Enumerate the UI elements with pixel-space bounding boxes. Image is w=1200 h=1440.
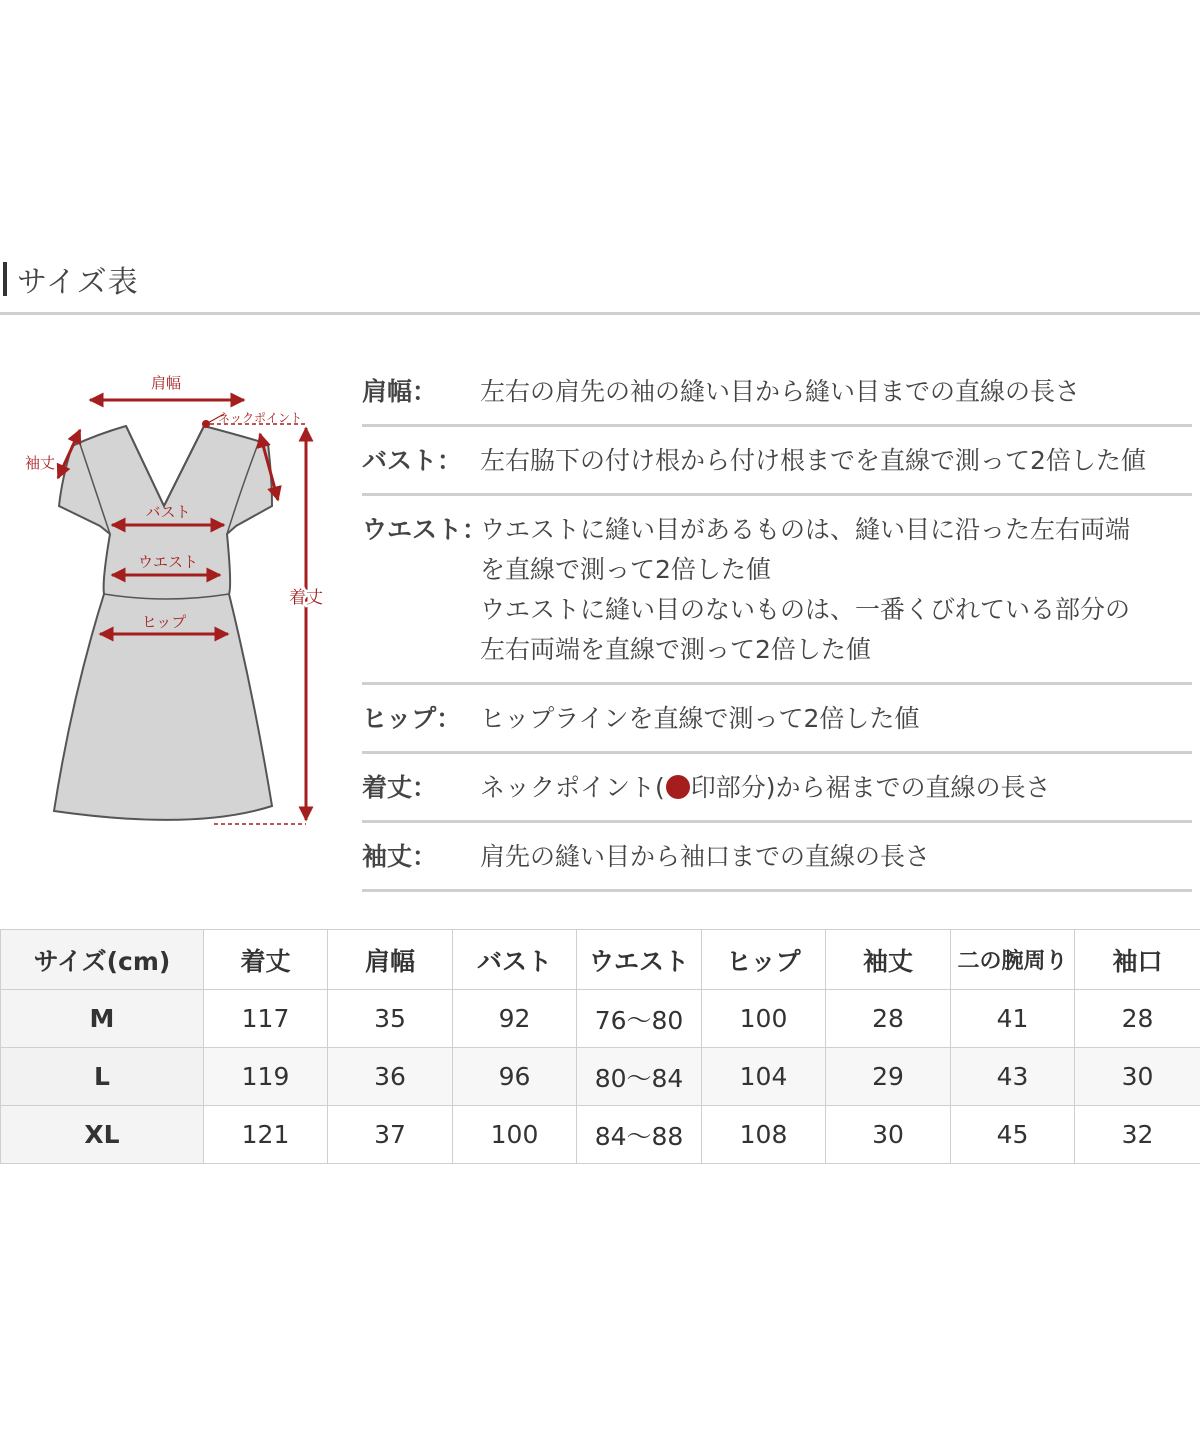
definition-term: 肩幅： [362, 377, 438, 406]
size-label: M [1, 990, 204, 1048]
column-header: 袖丈 [826, 930, 951, 990]
table-cell: 29 [826, 1048, 951, 1106]
definition-text [480, 441, 1192, 481]
definition-sleeve [362, 823, 1192, 892]
table-cell: 80～84 [577, 1048, 702, 1106]
table-row [1, 990, 1200, 1048]
definition-text [480, 699, 1192, 739]
neck-point-label: ネックポイント [217, 411, 303, 425]
definition-waist [362, 496, 1192, 685]
size-label: L [1, 1048, 204, 1106]
table-cell: 76～80 [577, 990, 702, 1048]
table-cell: 37 [328, 1106, 453, 1164]
table-header-row [1, 930, 1200, 990]
definition-text [480, 768, 1192, 808]
column-header: ヒップ [702, 930, 826, 990]
definition-line: 左右両端を直線で測って2倍した値 [480, 635, 871, 664]
waist-label: ウエスト [137, 553, 199, 571]
table-cell: 117 [204, 990, 328, 1048]
definition-line-part: ネックポイント( [480, 773, 665, 802]
dress-diagram [14, 366, 344, 836]
definition-line: 肩先の縫い目から袖口までの直線の長さ [480, 842, 931, 871]
table-cell: 28 [1075, 990, 1200, 1048]
title-accent-bar [3, 262, 7, 296]
table-cell: 104 [702, 1048, 826, 1106]
definition-term: ウエスト： [362, 515, 488, 544]
table-cell: 32 [1075, 1106, 1200, 1164]
definition-line: ヒップラインを直線で測って2倍した値 [480, 704, 920, 733]
definition-term: バスト： [362, 446, 463, 475]
measurement-definitions [362, 360, 1192, 892]
red-dot-icon [666, 775, 690, 799]
definition-length [362, 754, 1192, 823]
size-label: XL [1, 1106, 204, 1164]
sleeve-label: 袖丈 [24, 454, 56, 472]
column-header: 袖口 [1075, 930, 1200, 990]
table-cell: 92 [453, 990, 577, 1048]
page-title: サイズ表 [17, 265, 139, 300]
definition-line: 左右脇下の付け根から付け根までを直線で測って2倍した値 [480, 446, 1146, 475]
definition-term: ヒップ： [362, 704, 462, 733]
table-cell: 119 [204, 1048, 328, 1106]
definition-shoulder [362, 360, 1192, 427]
shoulder-label: 肩幅 [150, 374, 182, 392]
table-cell: 84～88 [577, 1106, 702, 1164]
size-table [0, 929, 1200, 1164]
definition-term: 着丈： [362, 773, 438, 802]
table-cell: 30 [826, 1106, 951, 1164]
column-header: 二の腕周り [951, 930, 1075, 990]
column-header: サイズ(cm) [1, 930, 204, 990]
definition-text [480, 372, 1192, 412]
table-cell: 45 [951, 1106, 1075, 1164]
definition-hip [362, 685, 1192, 754]
definition-line-part: 印部分)から裾までの直線の長さ [690, 773, 1051, 802]
table-cell: 43 [951, 1048, 1075, 1106]
definition-text [480, 510, 1192, 670]
table-cell: 108 [702, 1106, 826, 1164]
table-cell: 35 [328, 990, 453, 1048]
table-cell: 28 [826, 990, 951, 1048]
table-cell: 30 [1075, 1048, 1200, 1106]
table-cell: 100 [702, 990, 826, 1048]
definition-line: ウエストに縫い目があるものは、縫い目に沿った左右両端 [480, 515, 1131, 544]
definition-term: 袖丈： [362, 842, 438, 871]
section-header [0, 258, 139, 300]
table-cell: 36 [328, 1048, 453, 1106]
table-cell: 41 [951, 990, 1075, 1048]
column-header: ウエスト [577, 930, 702, 990]
table-cell: 100 [453, 1106, 577, 1164]
definition-text [480, 837, 1192, 877]
definition-bust [362, 427, 1192, 496]
column-header: バスト [453, 930, 577, 990]
table-row [1, 1048, 1200, 1106]
column-header: 着丈 [204, 930, 328, 990]
length-label: 着丈 [289, 588, 323, 608]
bust-label: バスト [145, 503, 191, 521]
table-row [1, 1106, 1200, 1164]
hip-label: ヒップ [141, 613, 187, 631]
column-header: 肩幅 [328, 930, 453, 990]
title-divider [0, 312, 1200, 315]
definition-line: 左右の肩先の袖の縫い目から縫い目までの直線の長さ [480, 377, 1081, 406]
definition-line: を直線で測って2倍した値 [480, 555, 771, 584]
table-cell: 96 [453, 1048, 577, 1106]
table-cell: 121 [204, 1106, 328, 1164]
definition-line [480, 768, 1192, 808]
definition-line: ウエストに縫い目のないものは、一番くびれている部分の [480, 595, 1131, 624]
